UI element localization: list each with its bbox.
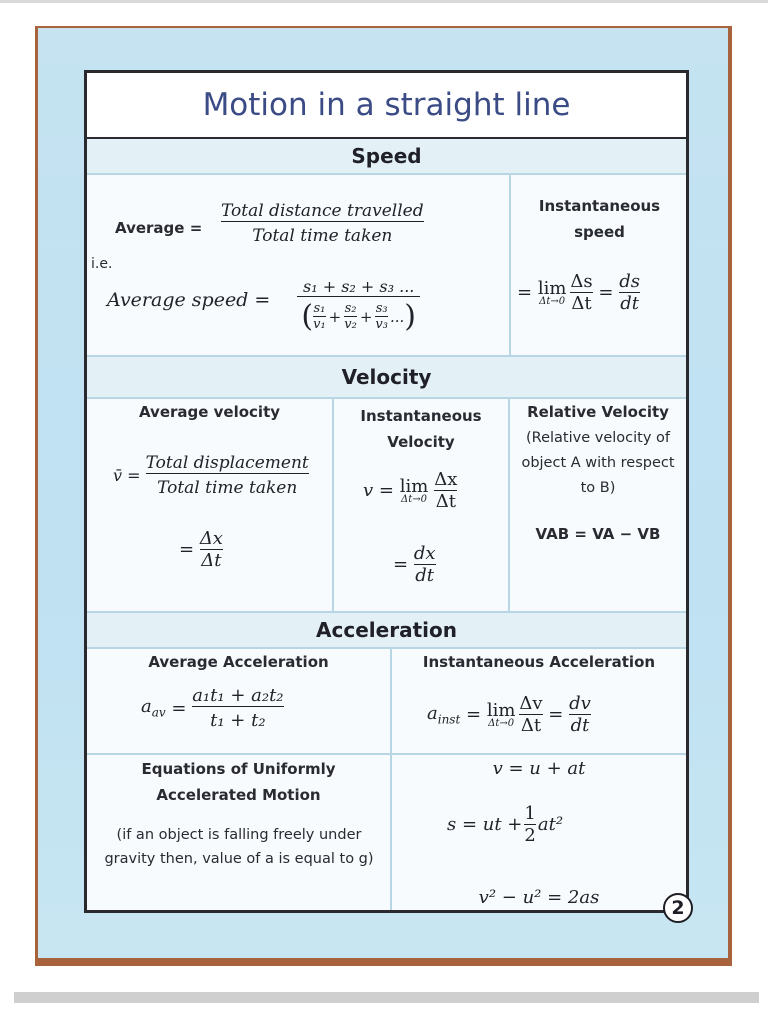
- divider: [87, 753, 686, 755]
- instantaneous-velocity-derivative: = $\frac{dx}{dt}$: [393, 543, 436, 586]
- equation-1: v = u + at: [492, 758, 586, 779]
- avg-speed-denominator: ( $\frac{\text{s₁}}{\text{v₁}}$ + $\frac{\text{s₂}}{\text{v₂}}$ + $\frac{\text{s₃}}{\text{v₃}}$ ... ): [301, 299, 416, 334]
- top-divider: [0, 0, 768, 3]
- speed-avg-denominator: Total time taken: [252, 226, 393, 246]
- divider: [508, 399, 510, 612]
- average-velocity-heading: Average velocity: [138, 403, 281, 421]
- fraction-bar: [297, 296, 420, 297]
- relative-velocity-description: (Relative velocity of object A with respect to B): [521, 430, 675, 496]
- equation-2: s = ut + $\frac{1}{2}$ at²: [447, 803, 564, 846]
- equation-3: v² − u² = 2as: [478, 887, 600, 908]
- relative-velocity-heading: Relative Velocity: [527, 403, 669, 421]
- divider: [390, 649, 392, 910]
- speed-average-fraction: [221, 201, 424, 246]
- page-title: Motion in a straight line: [87, 73, 686, 139]
- divider: [87, 397, 686, 399]
- velocity-heading: Velocity: [87, 357, 686, 397]
- instantaneous-speed-formula: = lim Δt→0 $\frac{\Delta s}{\Delta t}$ = $\frac{ds}{dt}$: [517, 271, 640, 314]
- uniform-motion-heading: Equations of Uniformly Accelerated Motion: [141, 760, 336, 804]
- average-acceleration-formula: $a_{av}$ = $\frac{\text{a₁t₁ + a₂t₂}}{\text{t₁ + t₂}}$: [141, 685, 284, 731]
- divider: [87, 647, 686, 649]
- page-number-badge: 2: [663, 893, 693, 923]
- fraction-bar: [221, 221, 424, 222]
- speed-heading: Speed: [87, 139, 686, 173]
- speed-average-label: Average =: [115, 219, 203, 237]
- instantaneous-acceleration-heading: Instantaneous Acceleration: [422, 653, 656, 671]
- instantaneous-speed-heading: Instantaneous speed: [538, 197, 661, 241]
- average-speed-label: Average speed =: [107, 289, 271, 311]
- ie-label: i.e.: [91, 256, 113, 272]
- average-speed-fraction: [297, 277, 420, 334]
- instantaneous-acceleration-formula: $a_{inst}$ = lim Δt→0 $\frac{\Delta v}{\Delta t}$ = $\frac{dv}{dt}$: [427, 693, 591, 736]
- instantaneous-velocity-heading: Instantaneous Velocity: [360, 407, 482, 451]
- avg-speed-numerator: s₁ + s₂ + s₃ ...: [303, 277, 415, 296]
- average-velocity-delta: = $\frac{\Delta x}{\Delta t}$: [179, 528, 223, 571]
- uniform-motion-note: (if an object is falling freely under gravity then, value of a is equal to g): [104, 827, 374, 867]
- instantaneous-velocity-formula: v = lim Δt→0 $\frac{\Delta x}{\Delta t}$: [363, 469, 458, 512]
- divider: [509, 173, 511, 355]
- average-velocity-formula: v̄ = $\frac{\text{Total displacement}}{\text{Total time taken}}$: [113, 453, 309, 498]
- formula-sheet: [84, 70, 689, 913]
- divider: [87, 173, 686, 175]
- average-acceleration-heading: Average Acceleration: [148, 653, 329, 671]
- relative-velocity-formula: VAB = VA − VB: [535, 525, 661, 543]
- acceleration-heading: Acceleration: [87, 613, 686, 647]
- speed-avg-numerator: Total distance travelled: [221, 201, 424, 221]
- bottom-scrollbar: [14, 992, 759, 1003]
